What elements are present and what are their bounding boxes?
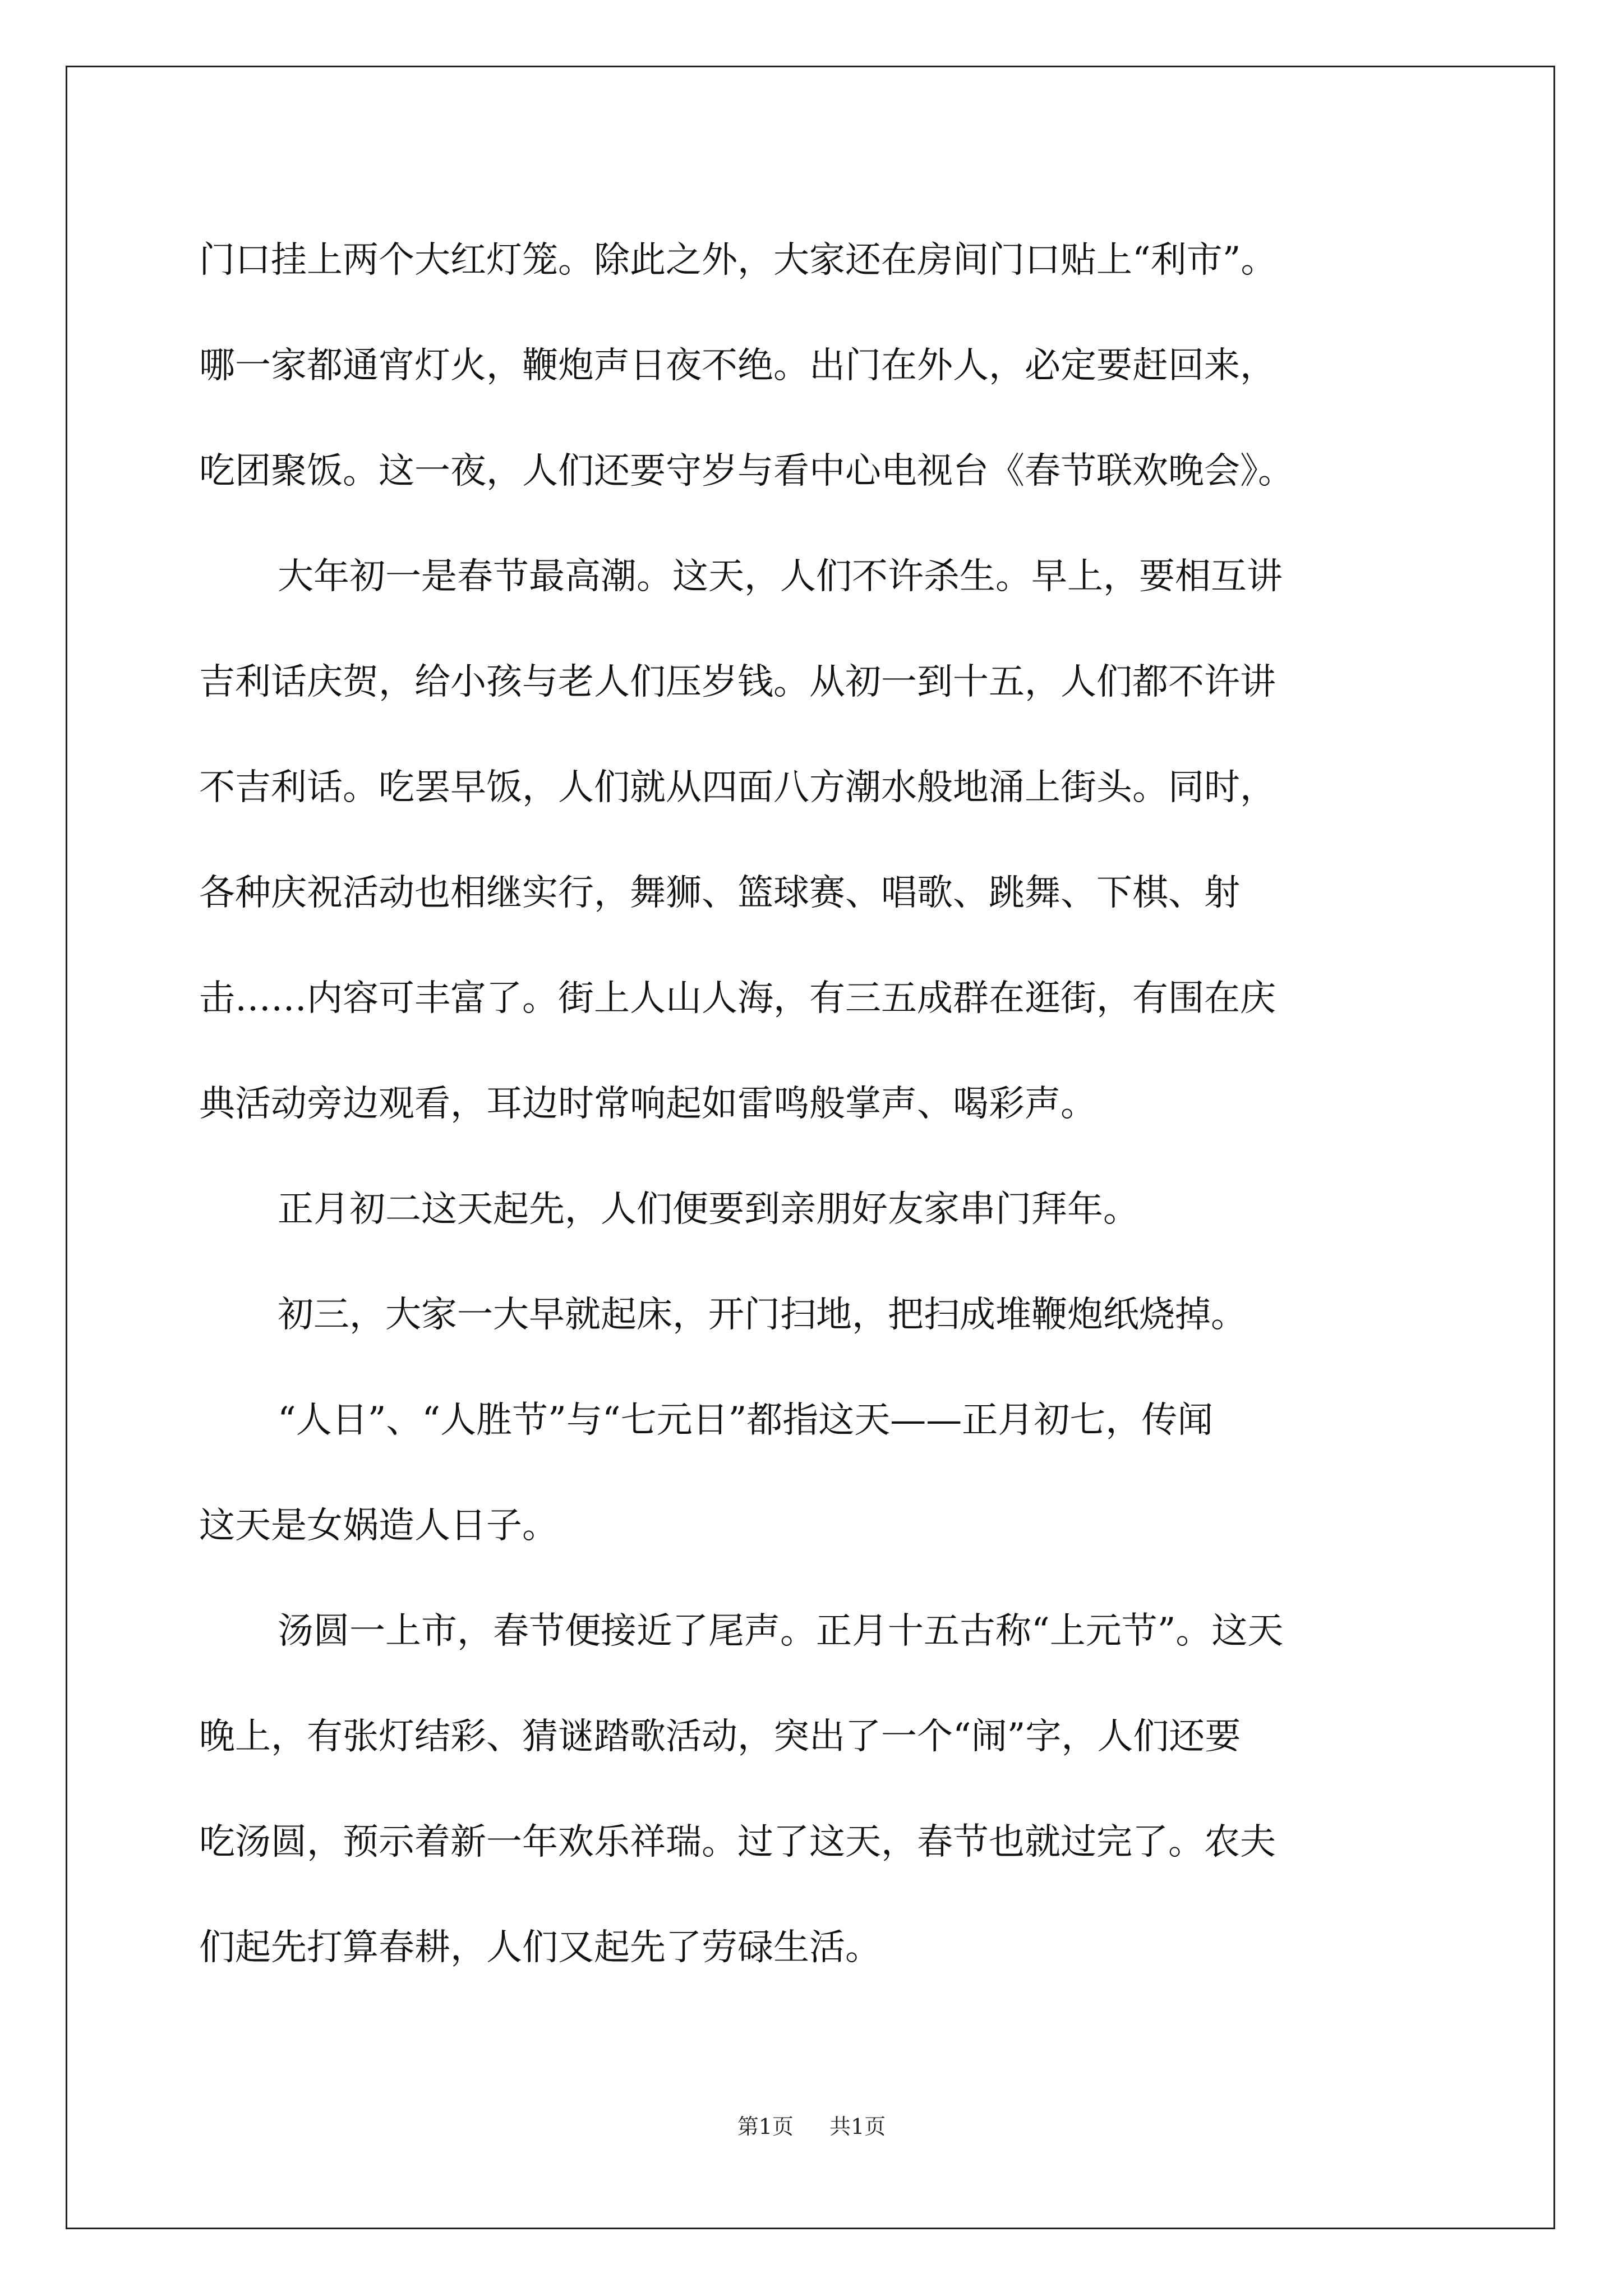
text-line: 哪一家都通宵灯火，鞭炮声日夜不绝。出门在外人，必定要赶回来， bbox=[199, 345, 1276, 386]
page-total: 共1页 bbox=[829, 2114, 886, 2139]
page-footer bbox=[0, 2113, 1623, 2141]
text-line: 晚上，有张灯结彩、猜谜踏歌活动，突出了一个“闹”字，人们还要 bbox=[199, 1716, 1241, 1757]
text-line: 不吉利话。吃罢早饭，人们就从四面八方潮水般地涌上街头。同时， bbox=[199, 767, 1276, 808]
text-line: 击……内容可丰富了。街上人山人海，有三五成群在逛街，有围在庆 bbox=[199, 978, 1276, 1019]
text-line: 汤圆一上市，春节便接近了尾声。正月十五古称“上元节”。这天 bbox=[278, 1611, 1284, 1652]
text-line: 正月初二这天起先，人们便要到亲朋好友家串门拜年。 bbox=[278, 1189, 1139, 1230]
text-line: 门口挂上两个大红灯笼。除此之外，大家还在房间门口贴上“利市”。 bbox=[199, 240, 1277, 281]
text-line: 吃团聚饭。这一夜，人们还要守岁与看中心电视台《春节联欢晚会》。 bbox=[199, 450, 1294, 492]
text-line: 吉利话庆贺，给小孩与老人们压岁钱。从初一到十五，人们都不许讲 bbox=[199, 661, 1276, 703]
document-body bbox=[199, 208, 1433, 2000]
text-line: 们起先打算春耕，人们又起先了劳碌生活。 bbox=[199, 1927, 881, 1968]
text-line: 大年初一是春节最高潮。这天，人们不许杀生。早上，要相互讲 bbox=[278, 556, 1283, 597]
text-line: 这天是女娲造人日子。 bbox=[199, 1505, 558, 1547]
text-line: 初三，大家一大早就起床，开门扫地，把扫成堆鞭炮纸烧掉。 bbox=[278, 1294, 1247, 1336]
page-number: 第1页 bbox=[737, 2114, 794, 2139]
text-line: 吃汤圆，预示着新一年欢乐祥瑞。过了这天，春节也就过完了。农夫 bbox=[199, 1821, 1276, 1863]
text-line: 各种庆祝活动也相继实行，舞狮、篮球赛、唱歌、跳舞、下棋、射 bbox=[199, 872, 1240, 914]
text-line: 典活动旁边观看，耳边时常响起如雷鸣般掌声、喝彩声。 bbox=[199, 1083, 1096, 1125]
text-line: “人日”、“人胜节”与“七元日”都指这天——正月初七，传闻 bbox=[278, 1400, 1214, 1441]
